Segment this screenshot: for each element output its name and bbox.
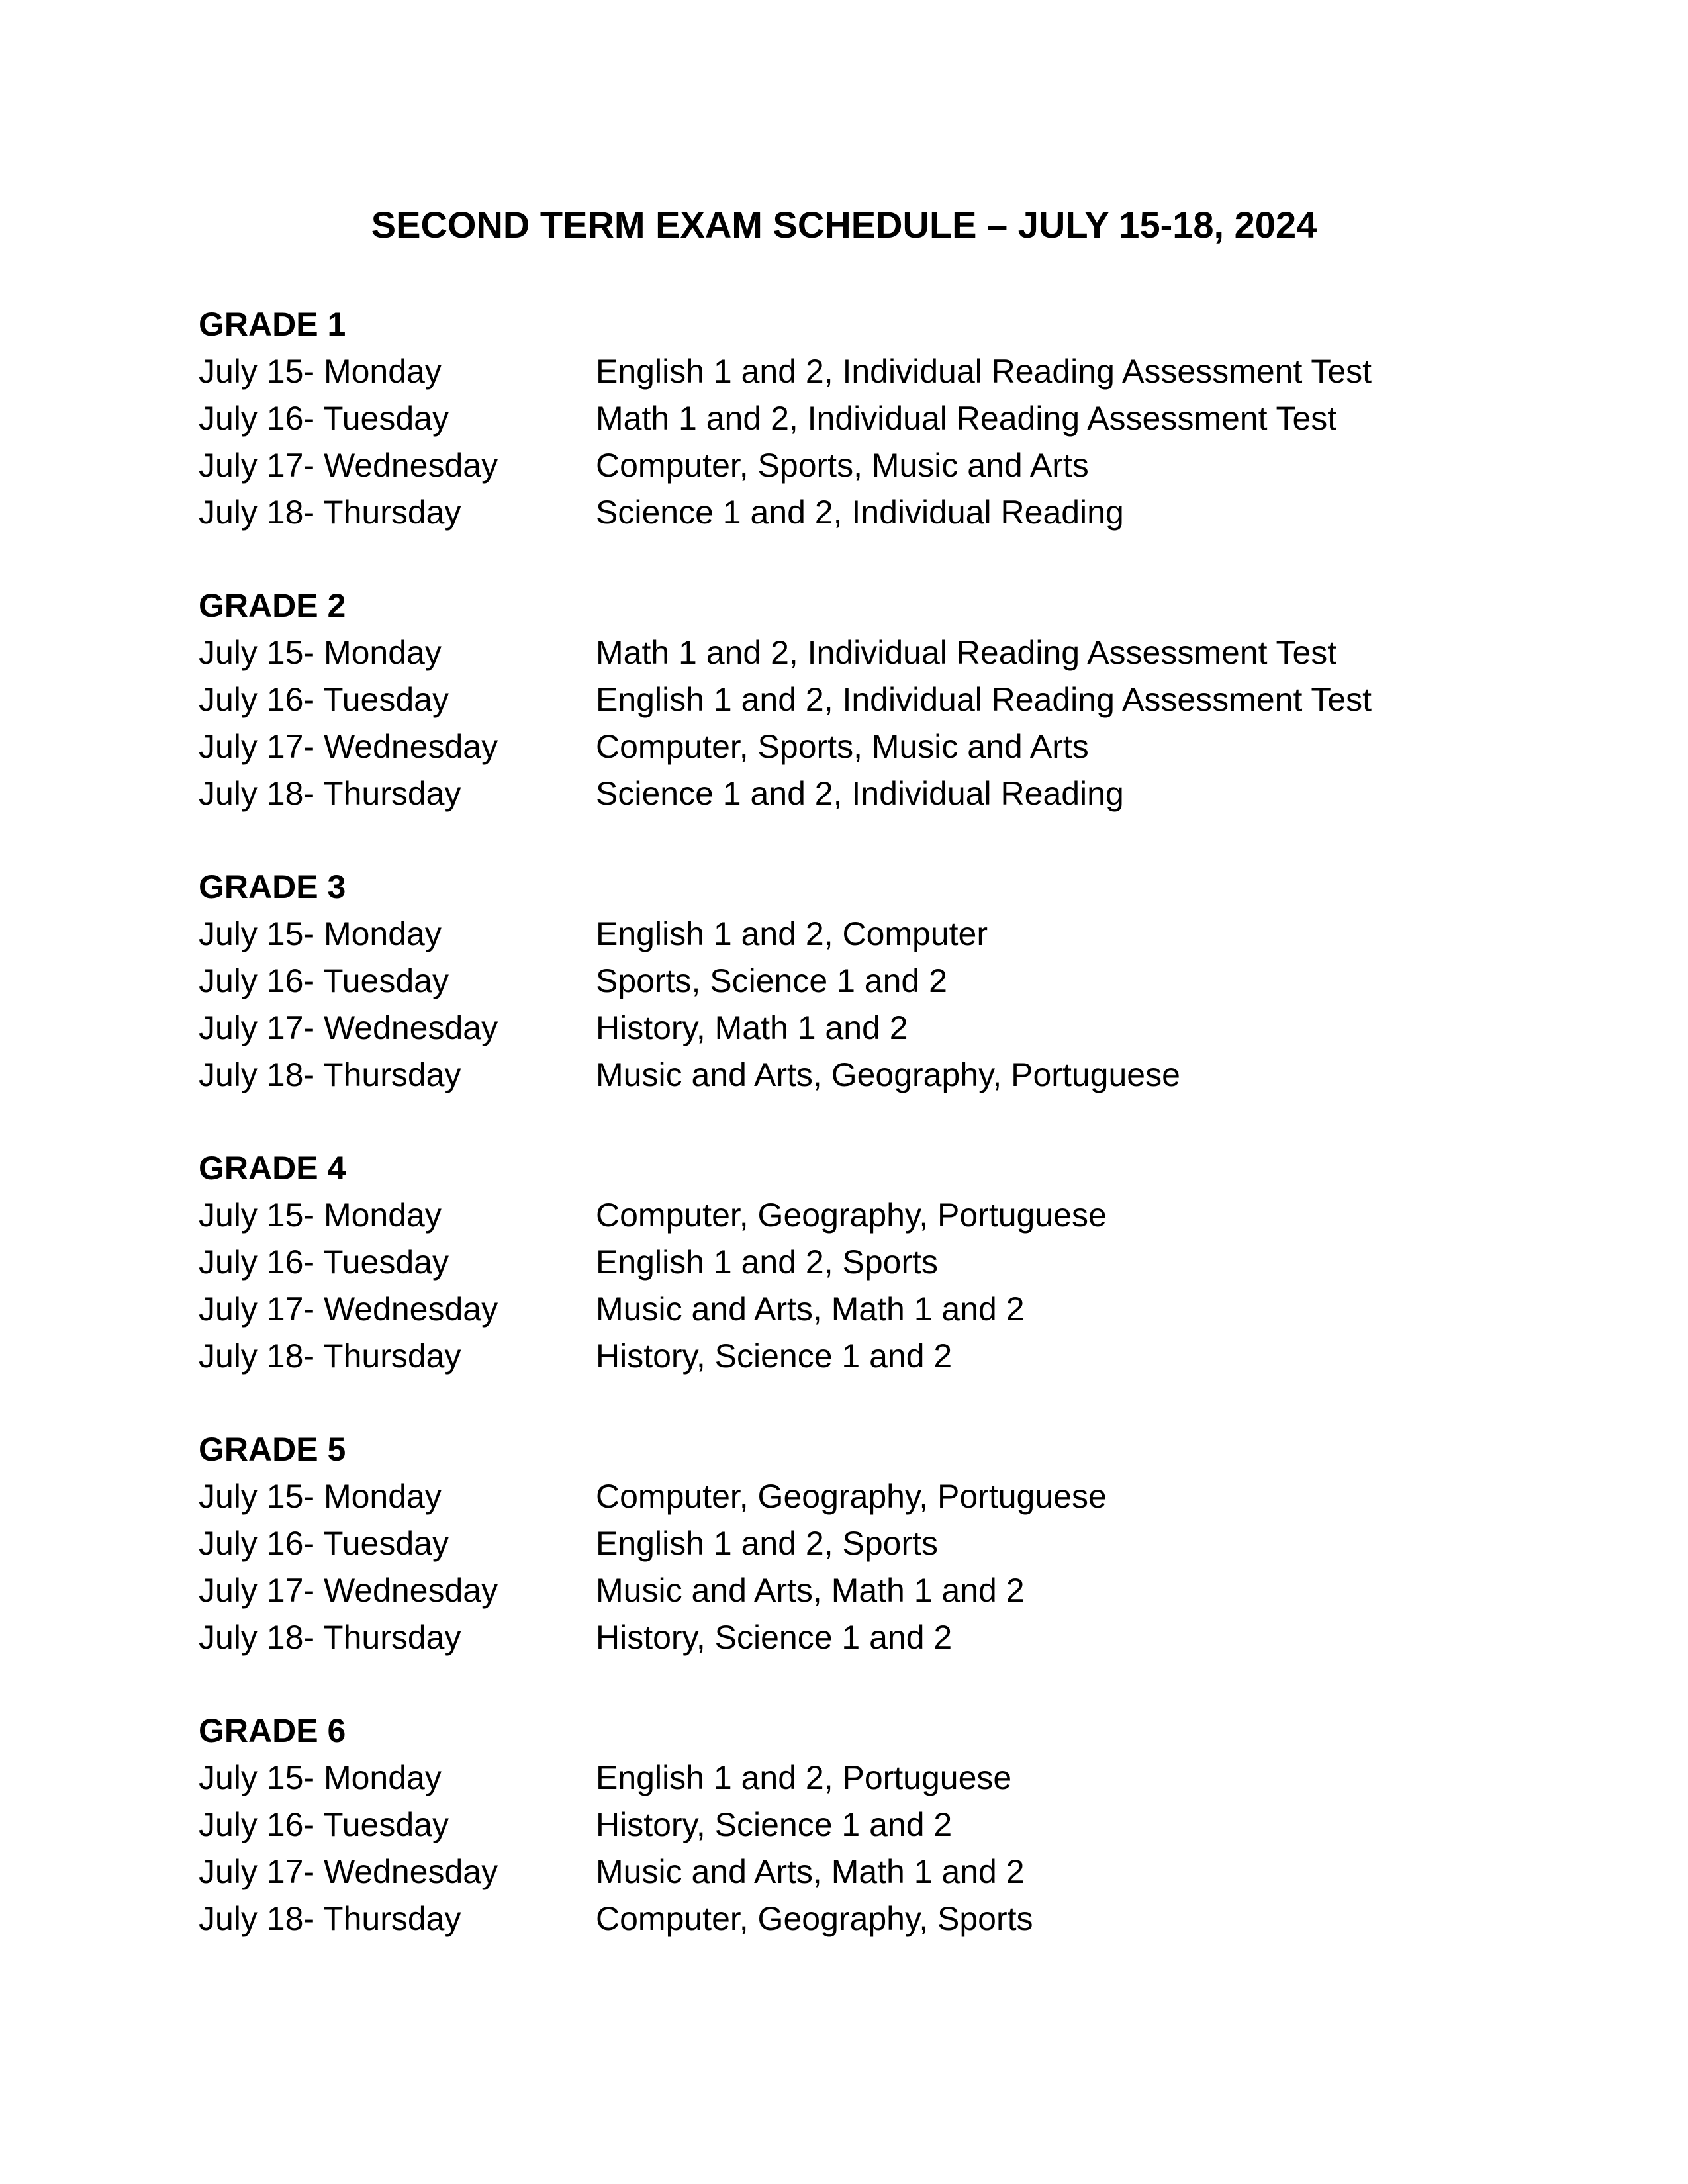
exam-subjects: English 1 and 2, Individual Reading Assessment Test xyxy=(596,353,1372,390)
grade-heading: GRADE 3 xyxy=(199,868,346,905)
grade-section-6 xyxy=(199,1707,1589,1942)
schedule-row xyxy=(199,1801,1589,1848)
exam-subjects: Computer, Geography, Portuguese xyxy=(596,1478,1107,1515)
schedule-row xyxy=(199,1614,1589,1661)
schedule-row xyxy=(199,911,1589,958)
exam-subjects: Music and Arts, Math 1 and 2 xyxy=(596,1291,1025,1328)
schedule-row xyxy=(199,676,1589,723)
page-title: SECOND TERM EXAM SCHEDULE – JULY 15-18, 2024 xyxy=(371,204,1317,246)
exam-subjects: Music and Arts, Math 1 and 2 xyxy=(596,1572,1025,1609)
schedule-row xyxy=(199,1005,1589,1052)
schedule-row xyxy=(199,489,1589,536)
schedule-row xyxy=(199,395,1589,442)
schedule-row xyxy=(199,629,1589,676)
exam-day: July 16- Tuesday xyxy=(199,1244,449,1281)
exam-subjects: Music and Arts, Math 1 and 2 xyxy=(596,1853,1025,1890)
schedule-row xyxy=(199,770,1589,817)
exam-subjects: Science 1 and 2, Individual Reading xyxy=(596,494,1124,531)
exam-subjects: History, Science 1 and 2 xyxy=(596,1806,953,1843)
exam-subjects: History, Science 1 and 2 xyxy=(596,1619,953,1656)
exam-day: July 17- Wednesday xyxy=(199,447,498,484)
schedule-row xyxy=(199,442,1589,489)
schedule-row xyxy=(199,1848,1589,1895)
exam-subjects: Math 1 and 2, Individual Reading Assessment Test xyxy=(596,634,1337,671)
schedule-row xyxy=(199,1473,1589,1520)
exam-day: July 16- Tuesday xyxy=(199,1806,449,1843)
exam-subjects: English 1 and 2, Sports xyxy=(596,1244,938,1281)
exam-subjects: History, Science 1 and 2 xyxy=(596,1338,953,1375)
exam-day: July 15- Monday xyxy=(199,1478,442,1515)
schedule-row xyxy=(199,1052,1589,1099)
grade-section-2 xyxy=(199,582,1589,817)
grade-heading: GRADE 4 xyxy=(199,1150,346,1187)
grade-heading: GRADE 1 xyxy=(199,306,346,343)
exam-day: July 17- Wednesday xyxy=(199,728,498,765)
exam-subjects: Computer, Geography, Sports xyxy=(596,1900,1033,1937)
exam-day: July 15- Monday xyxy=(199,915,442,952)
grade-section-5 xyxy=(199,1426,1589,1661)
schedule-row xyxy=(199,1895,1589,1942)
exam-subjects: English 1 and 2, Individual Reading Assessment Test xyxy=(596,681,1372,718)
schedule-row xyxy=(199,1567,1589,1614)
schedule-row xyxy=(199,1333,1589,1380)
exam-day: July 16- Tuesday xyxy=(199,962,449,999)
exam-subjects: Computer, Geography, Portuguese xyxy=(596,1197,1107,1234)
grade-section-3 xyxy=(199,864,1589,1099)
exam-day: July 17- Wednesday xyxy=(199,1009,498,1046)
grade-heading: GRADE 2 xyxy=(199,587,346,624)
exam-subjects: Science 1 and 2, Individual Reading xyxy=(596,775,1124,812)
exam-day: July 15- Monday xyxy=(199,1759,442,1796)
exam-subjects: English 1 and 2, Computer xyxy=(596,915,988,952)
grade-heading: GRADE 6 xyxy=(199,1712,346,1749)
exam-day: July 18- Thursday xyxy=(199,1900,461,1937)
grade-section-4 xyxy=(199,1145,1589,1380)
schedule-row xyxy=(199,1520,1589,1567)
exam-day: July 16- Tuesday xyxy=(199,1525,449,1562)
exam-day: July 17- Wednesday xyxy=(199,1291,498,1328)
exam-subjects: Computer, Sports, Music and Arts xyxy=(596,728,1089,765)
exam-subjects: English 1 and 2, Sports xyxy=(596,1525,938,1562)
schedule-row xyxy=(199,1239,1589,1286)
exam-subjects: Computer, Sports, Music and Arts xyxy=(596,447,1089,484)
schedule-row xyxy=(199,1192,1589,1239)
exam-subjects: Music and Arts, Geography, Portuguese xyxy=(596,1056,1180,1093)
schedule-row xyxy=(199,723,1589,770)
exam-schedule xyxy=(199,301,1589,1989)
exam-day: July 18- Thursday xyxy=(199,494,461,531)
exam-day: July 15- Monday xyxy=(199,353,442,390)
schedule-row xyxy=(199,1286,1589,1333)
exam-subjects: Math 1 and 2, Individual Reading Assessment Test xyxy=(596,400,1337,437)
exam-day: July 15- Monday xyxy=(199,1197,442,1234)
exam-subjects: Sports, Science 1 and 2 xyxy=(596,962,947,999)
exam-day: July 18- Thursday xyxy=(199,1338,461,1375)
exam-day: July 18- Thursday xyxy=(199,1619,461,1656)
exam-subjects: English 1 and 2, Portuguese xyxy=(596,1759,1012,1796)
exam-day: July 16- Tuesday xyxy=(199,400,449,437)
exam-subjects: History, Math 1 and 2 xyxy=(596,1009,908,1046)
exam-day: July 17- Wednesday xyxy=(199,1572,498,1609)
grade-heading: GRADE 5 xyxy=(199,1431,346,1468)
exam-day: July 16- Tuesday xyxy=(199,681,449,718)
schedule-row xyxy=(199,958,1589,1005)
exam-day: July 15- Monday xyxy=(199,634,442,671)
exam-day: July 18- Thursday xyxy=(199,775,461,812)
schedule-row xyxy=(199,1754,1589,1801)
grade-section-1 xyxy=(199,301,1589,536)
schedule-row xyxy=(199,348,1589,395)
exam-day: July 18- Thursday xyxy=(199,1056,461,1093)
exam-day: July 17- Wednesday xyxy=(199,1853,498,1890)
